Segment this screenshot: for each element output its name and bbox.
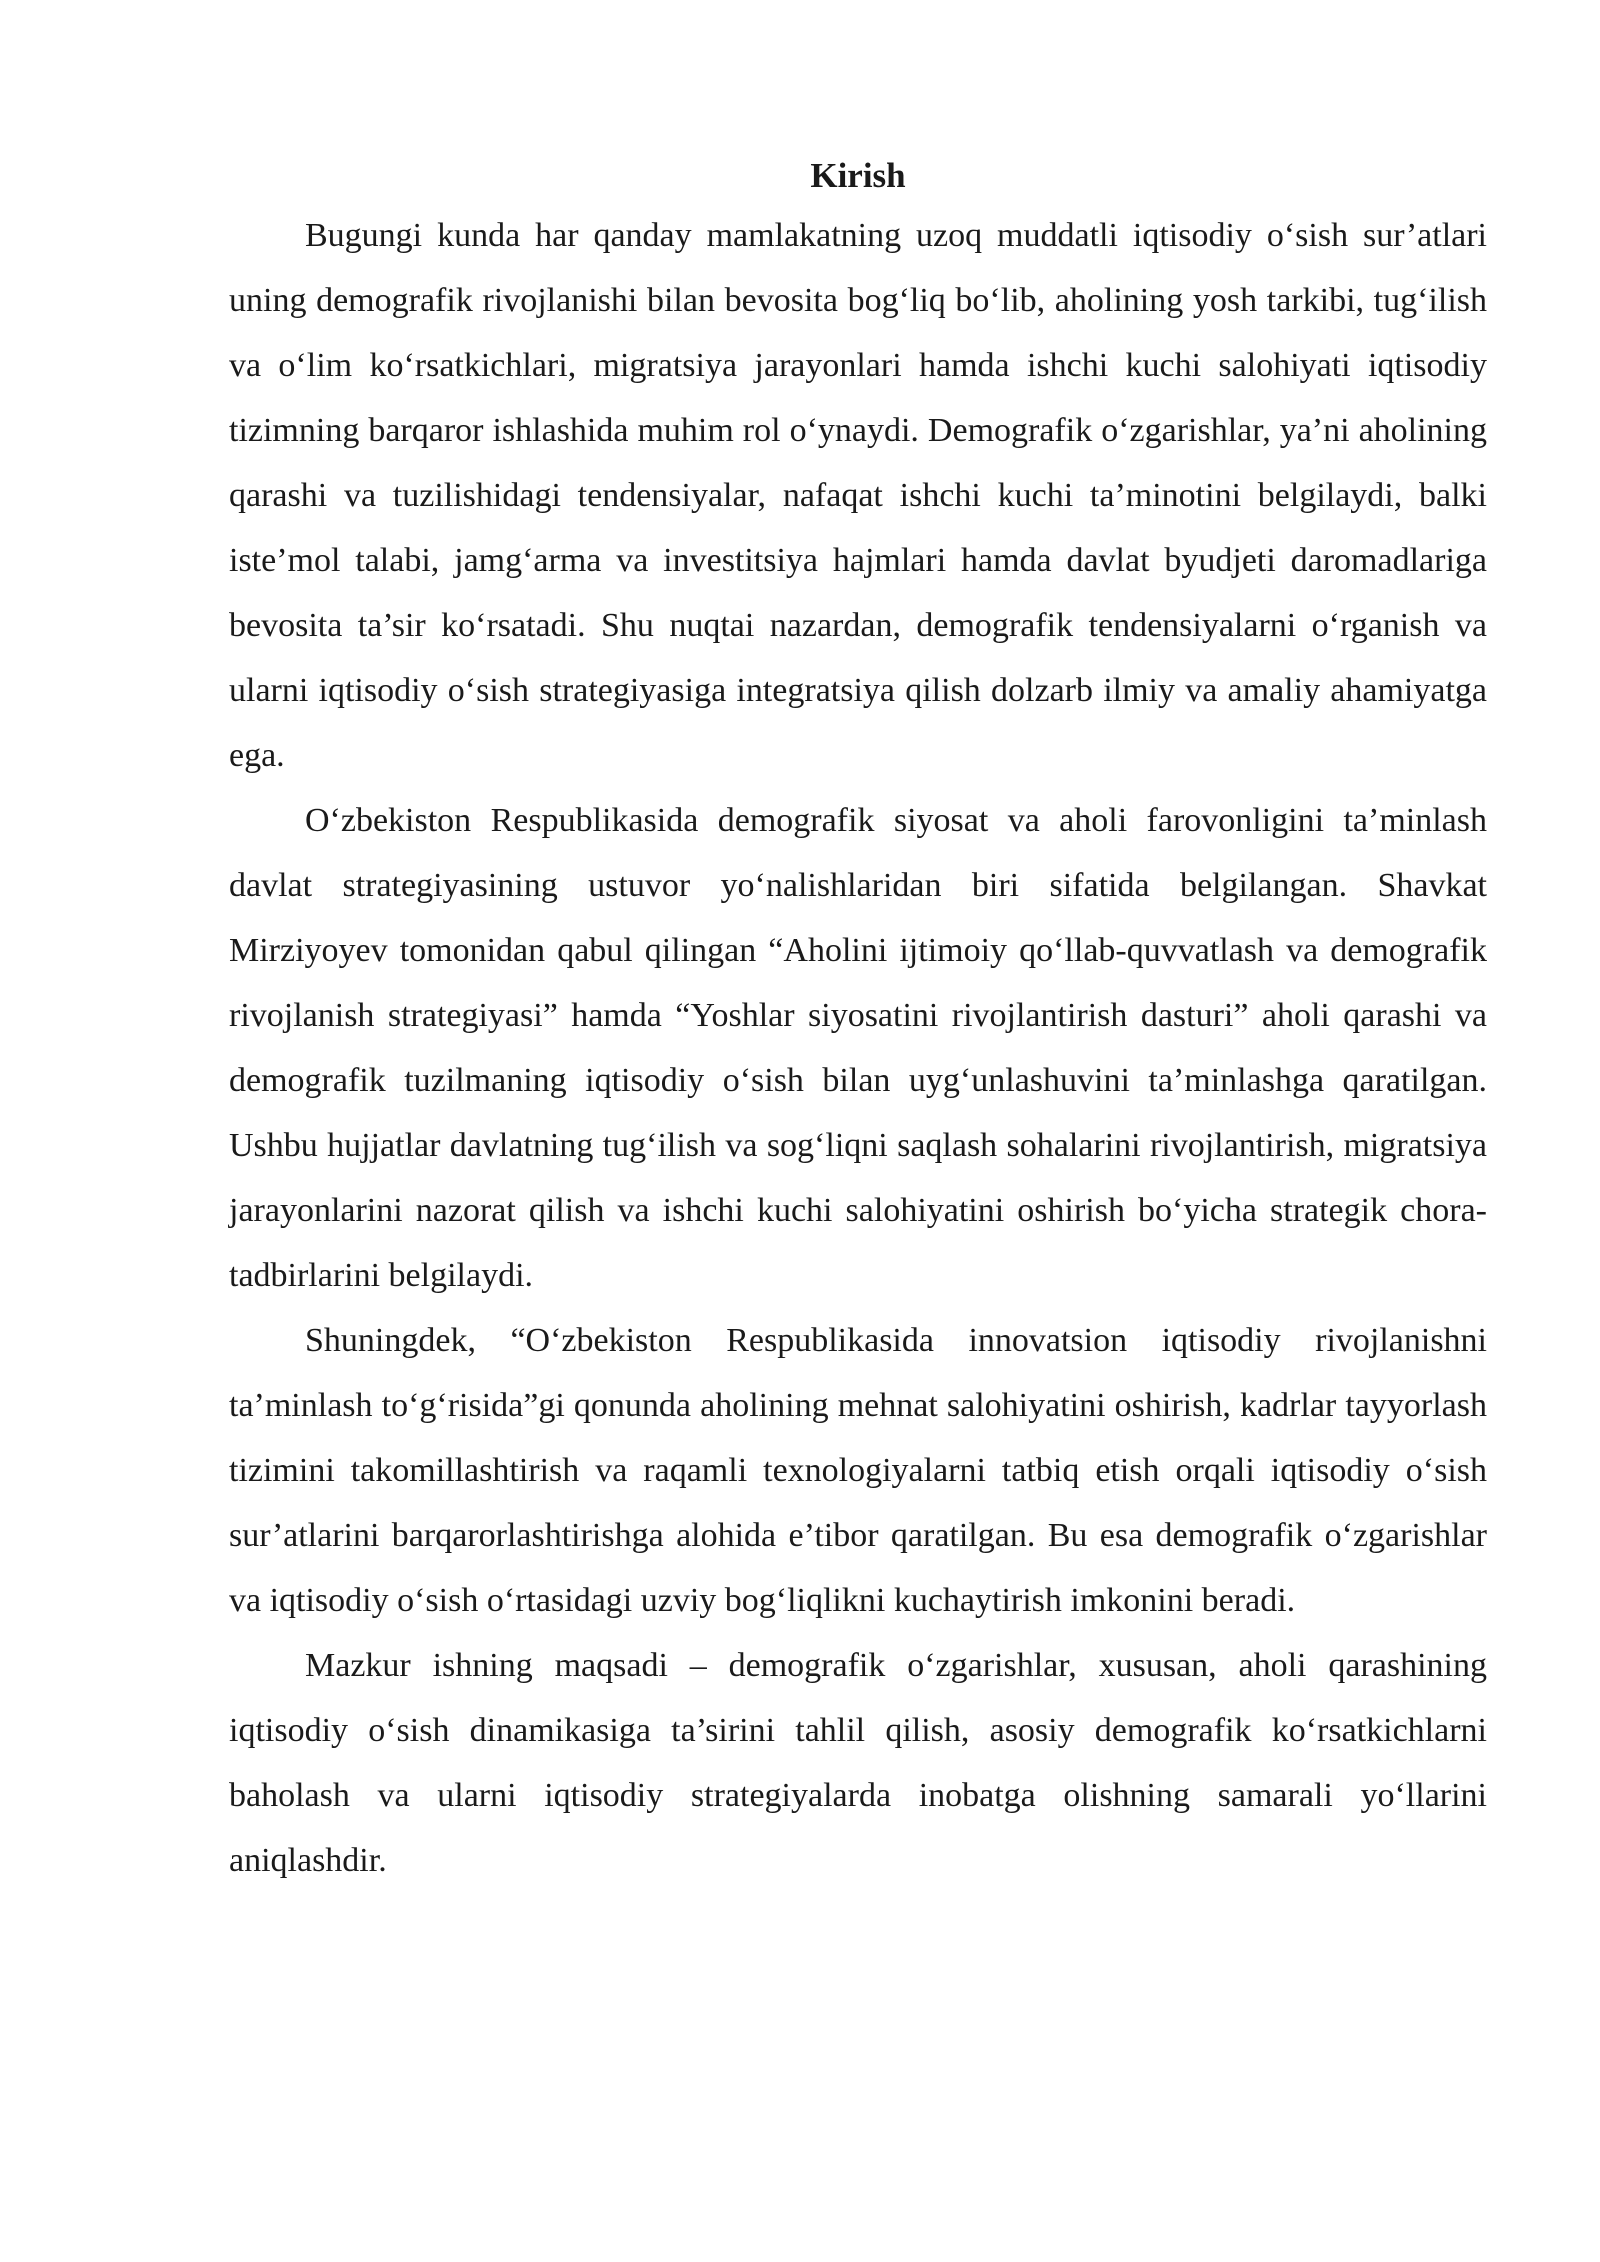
- document-body: [229, 148, 1487, 1893]
- paragraph-4: Mazkur ishning maqsadi – demografik o‘zgarishlar, xususan, aholi qarashining iqtisodiy o‘sish dinamikasiga ta’sirini tahlil qilish, asosiy demografik ko‘rsatkichlarni baholash va ularni iqtisodiy strategiyalarda inobatga olishning samarali yo‘llarini aniqlashdir.: [229, 1647, 1487, 1879]
- section-title: Kirish: [810, 156, 906, 195]
- paragraph-3: Shuningdek, “O‘zbekiston Respublikasida innovatsion iqtisodiy rivojlanishni ta’minlash to‘g‘risida”gi qonunda aholining mehnat salohiyatini oshirish, kadrlar tayyorlash tizimini takomillashtirish va raqamli texnologiyalarni tatbiq etish orqali iqtisodiy o‘sish sur’atlarini barqarorlashtirishga alohida e’tibor qaratilgan. Bu esa demografik o‘zgarishlar va iqtisodiy o‘sish o‘rtasidagi uzviy bog‘liqlikni kuchaytirish imkonini beradi.: [229, 1322, 1487, 1619]
- paragraph-2: O‘zbekiston Respublikasida demografik siyosat va aholi farovonligini ta’minlash davlat strategiyasining ustuvor yo‘nalishlaridan biri sifatida belgilangan. Shavkat Mirziyoyev tomonidan qabul qilingan “Aholini ijtimoiy qo‘llab-quvvatlash va demografik rivojlanish strategiyasi” hamda “Yoshlar siyosatini rivojlantirish dasturi” aholi qarashi va demografik tuzilmaning iqtisodiy o‘sish bilan uyg‘unlashuvini ta’minlashga qaratilgan. Ushbu hujjatlar davlatning tug‘ilish va sog‘liqni saqlash sohalarini rivojlantirish, migratsiya jarayonlarini nazorat qilish va ishchi kuchi salohiyatini oshirish bo‘yicha strategik chora-tadbirlarini belgilaydi.: [229, 802, 1487, 1294]
- paragraph-1: Bugungi kunda har qanday mamlakatning uzoq muddatli iqtisodiy o‘sish sur’atlari uning demografik rivojlanishi bilan bevosita bog‘liq bo‘lib, aholining yosh tarkibi, tug‘ilish va o‘lim ko‘rsatkichlari, migratsiya jarayonlari hamda ishchi kuchi salohiyati iqtisodiy tizimning barqaror ishlashida muhim rol o‘ynaydi. Demografik o‘zgarishlar, ya’ni aholining qarashi va tuzilishidagi tendensiyalar, nafaqat ishchi kuchi ta’minotini belgilaydi, balki iste’mol talabi, jamg‘arma va investitsiya hajmlari hamda davlat byudjeti daromadlariga bevosita ta’sir ko‘rsatadi. Shu nuqtai nazardan, demografik tendensiyalarni o‘rganish va ularni iqtisodiy o‘sish strategiyasiga integratsiya qilish dolzarb ilmiy va amaliy ahamiyatga ega.: [229, 217, 1487, 774]
